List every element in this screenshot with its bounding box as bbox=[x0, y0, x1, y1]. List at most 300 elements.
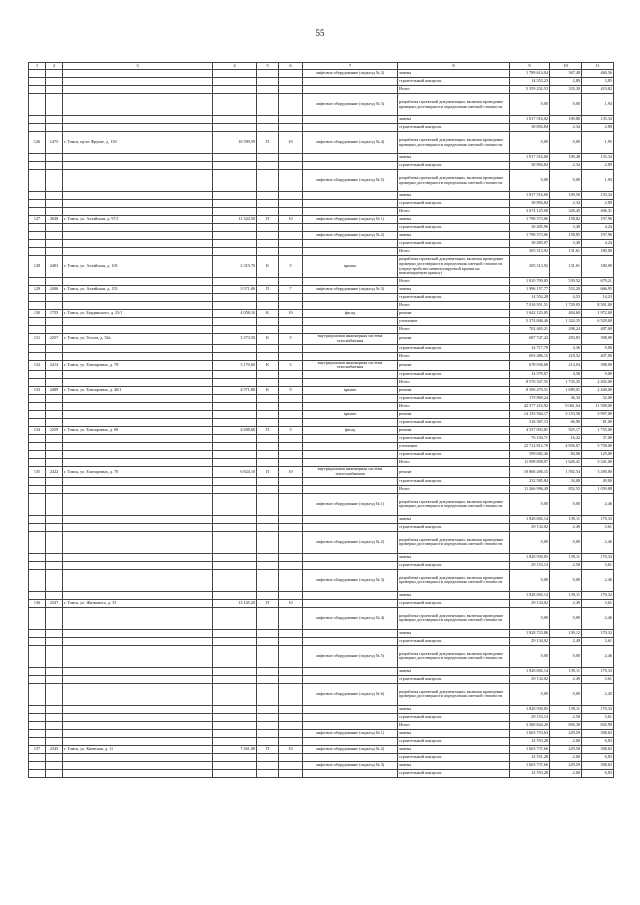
cell-cost: 0,00 bbox=[510, 493, 550, 515]
cell-area bbox=[213, 318, 257, 326]
cell-row-number bbox=[29, 705, 46, 713]
cell-cost: 179 869,24 bbox=[510, 395, 550, 403]
cell-address bbox=[63, 737, 213, 745]
cell-element: внутридомовая инженерная система теплоснабжения bbox=[303, 467, 398, 478]
cell-cost-per-m2: 2,34 bbox=[550, 200, 582, 208]
cell-work-type: ремонт bbox=[398, 360, 510, 371]
table-row bbox=[29, 162, 614, 170]
cell-cost-per-m2: 131,61 bbox=[550, 256, 582, 278]
cell-cost-per-m2: 2,58 bbox=[550, 561, 582, 569]
cell-area bbox=[213, 278, 257, 286]
cell-cost-per-m2: 1 626,41 bbox=[550, 459, 582, 467]
cell-cost-per-m2: 367,48 bbox=[550, 70, 582, 78]
cell-floors: 10 bbox=[279, 310, 303, 318]
cell-work-type: замена bbox=[398, 729, 510, 737]
table-row bbox=[29, 419, 614, 427]
cell-floors bbox=[279, 379, 303, 387]
cell-floors bbox=[279, 705, 303, 713]
cell-limit-cost: 180,00 bbox=[582, 248, 614, 256]
cell-area bbox=[213, 675, 257, 683]
cell-house-id bbox=[46, 371, 63, 379]
cell-address bbox=[63, 435, 213, 443]
cell-address bbox=[63, 645, 213, 667]
cell-address bbox=[63, 443, 213, 451]
cell-limit-cost: 135,34 bbox=[582, 154, 614, 162]
cell-cost: 1 817 516,02 bbox=[510, 116, 550, 124]
cell-row-number bbox=[29, 667, 46, 675]
cell-limit-cost: 9,00 bbox=[582, 344, 614, 352]
cell-floors bbox=[279, 477, 303, 485]
cell-element bbox=[303, 705, 398, 713]
cell-house-id bbox=[46, 302, 63, 310]
cell-cost-per-m2: 2,49 bbox=[550, 523, 582, 531]
cell-type bbox=[257, 523, 279, 531]
cell-house-id bbox=[46, 344, 63, 352]
cell-area bbox=[213, 78, 257, 86]
cell-address bbox=[63, 224, 213, 232]
cell-cost-per-m2: 1 735,35 bbox=[550, 379, 582, 387]
cell-cost: 0,00 bbox=[510, 683, 550, 705]
cell-type bbox=[257, 667, 279, 675]
cell-row-number bbox=[29, 352, 46, 360]
cell-row-number bbox=[29, 86, 46, 94]
cell-element: лифтовое оборудование (подъезд № 2) bbox=[303, 745, 398, 753]
cell-address bbox=[63, 729, 213, 737]
cell-house-id bbox=[46, 607, 63, 629]
cell-house-id: 1755 bbox=[46, 310, 63, 318]
cell-area bbox=[213, 753, 257, 761]
cell-floors bbox=[279, 645, 303, 667]
table-row bbox=[29, 403, 614, 411]
cell-house-id bbox=[46, 224, 63, 232]
cell-floors: 10 bbox=[279, 599, 303, 607]
cell-house-id bbox=[46, 713, 63, 721]
table-row bbox=[29, 683, 614, 705]
cell-cost-per-m2: 0,00 bbox=[550, 94, 582, 116]
cell-house-id bbox=[46, 232, 63, 240]
table-row bbox=[29, 729, 614, 737]
cell-work-type: строительный контроль bbox=[398, 637, 510, 645]
cell-element: крыша bbox=[303, 256, 398, 278]
cell-work-type: строительный контроль bbox=[398, 200, 510, 208]
cell-limit-cost: 8 501,00 bbox=[582, 302, 614, 310]
cell-type bbox=[257, 769, 279, 777]
cell-limit-cost: 3,61 bbox=[582, 561, 614, 569]
cell-address bbox=[63, 637, 213, 645]
cell-cost: 0,00 bbox=[510, 569, 550, 591]
cell-address: г. Томск, ул. Житкового, д. 35 bbox=[63, 599, 213, 607]
cell-address: г. Томск, ул. Гоголя, д. 54а bbox=[63, 334, 213, 345]
cell-house-id bbox=[46, 94, 63, 116]
cell-house-id bbox=[46, 667, 63, 675]
cell-row-number: 135 bbox=[29, 467, 46, 478]
cell-work-type: ремонт bbox=[398, 387, 510, 395]
cell-row-number bbox=[29, 591, 46, 599]
cell-limit-cost: 1,94 bbox=[582, 94, 614, 116]
cell-type bbox=[257, 94, 279, 116]
cell-address: г. Томск, пр-кт Фрунзе, д. 130 bbox=[63, 132, 213, 154]
cell-type bbox=[257, 477, 279, 485]
cell-element bbox=[303, 485, 398, 493]
cell-cost-per-m2: 0,00 bbox=[550, 132, 582, 154]
cell-row-number bbox=[29, 443, 46, 451]
cell-floors bbox=[279, 629, 303, 637]
cell-cost: 7 016 951,51 bbox=[510, 302, 550, 310]
cell-row-number bbox=[29, 451, 46, 459]
cell-work-type: разработка проектной документации, включая проведение проверки достоверности определения сметной стоимости bbox=[398, 645, 510, 667]
cell-work-type: строительный контроль bbox=[398, 344, 510, 352]
cell-row-number bbox=[29, 569, 46, 591]
cell-type: К bbox=[257, 256, 279, 278]
cell-cost: 76 194,71 bbox=[510, 435, 550, 443]
cell-element bbox=[303, 162, 398, 170]
table-row bbox=[29, 352, 614, 360]
cell-element bbox=[303, 435, 398, 443]
cell-limit-cost: 9,00 bbox=[582, 371, 614, 379]
cell-cost: 1 828 930,05 bbox=[510, 705, 550, 713]
cell-work-type: строительный контроль bbox=[398, 371, 510, 379]
cell-cost: 14 579,67 bbox=[510, 371, 550, 379]
cell-work-type: строительный контроль bbox=[398, 769, 510, 777]
cell-limit-cost: 679,21 bbox=[582, 278, 614, 286]
cell-cost: 1 996 157,77 bbox=[510, 286, 550, 294]
cell-house-id bbox=[46, 200, 63, 208]
cell-address bbox=[63, 477, 213, 485]
cell-type bbox=[257, 162, 279, 170]
table-row bbox=[29, 599, 614, 607]
cell-work-type: строительный контроль bbox=[398, 124, 510, 132]
cell-cost-per-m2: 404,68 bbox=[550, 310, 582, 318]
cell-type bbox=[257, 154, 279, 162]
cell-type: К bbox=[257, 387, 279, 395]
cell-element bbox=[303, 753, 398, 761]
cell-limit-cost: 3,61 bbox=[582, 713, 614, 721]
cell-limit-cost: 407,00 bbox=[582, 326, 614, 334]
cell-area bbox=[213, 94, 257, 116]
cell-floors bbox=[279, 116, 303, 124]
cell-address bbox=[63, 459, 213, 467]
cell-cost: 38 894,84 bbox=[510, 200, 550, 208]
cell-limit-cost: 170,33 bbox=[582, 515, 614, 523]
cell-type: П bbox=[257, 216, 279, 224]
cell-work-type: строительный контроль bbox=[398, 395, 510, 403]
cell-address bbox=[63, 154, 213, 162]
cell-address bbox=[63, 705, 213, 713]
cell-cost-per-m2: 139,12 bbox=[550, 629, 582, 637]
table-row bbox=[29, 248, 614, 256]
cell-area bbox=[213, 561, 257, 569]
cell-floors: 10 bbox=[279, 216, 303, 224]
cell-cost: 1 828 692,14 bbox=[510, 515, 550, 523]
cell-floors bbox=[279, 523, 303, 531]
cell-limit-cost: 845,90 bbox=[582, 721, 614, 729]
cell-work-type: Итого bbox=[398, 721, 510, 729]
cell-type bbox=[257, 607, 279, 629]
cell-floors bbox=[279, 352, 303, 360]
cell-limit-cost: 1,94 bbox=[582, 170, 614, 192]
cell-area bbox=[213, 459, 257, 467]
cell-work-type: разработка проектной документации, включая проведение проверки достоверности определения сметной стоимости bbox=[398, 531, 510, 553]
cell-floors bbox=[279, 713, 303, 721]
cell-element bbox=[303, 599, 398, 607]
cell-area bbox=[213, 721, 257, 729]
cell-type bbox=[257, 705, 279, 713]
cell-house-id: 2406 bbox=[46, 286, 63, 294]
cell-limit-cost: 170,33 bbox=[582, 667, 614, 675]
cell-cost: 8 396 470,51 bbox=[510, 387, 550, 395]
header-cell-cost: 9 bbox=[510, 63, 550, 70]
cell-type bbox=[257, 86, 279, 94]
cell-work-type: разработка проектной документации, включая проведение проверки достоверности определения сметной стоимости bbox=[398, 170, 510, 192]
cell-type: К bbox=[257, 334, 279, 345]
cell-address bbox=[63, 170, 213, 192]
cell-limit-cost: 3,61 bbox=[582, 523, 614, 531]
cell-type bbox=[257, 435, 279, 443]
cell-house-id: 2345 bbox=[46, 745, 63, 753]
cell-area bbox=[213, 379, 257, 387]
cell-area bbox=[213, 553, 257, 561]
cell-element bbox=[303, 154, 398, 162]
table-row bbox=[29, 318, 614, 326]
cell-address bbox=[63, 761, 213, 769]
cell-cost-per-m2: 2,34 bbox=[550, 162, 582, 170]
cell-area bbox=[213, 326, 257, 334]
cell-row-number bbox=[29, 769, 46, 777]
cell-area bbox=[213, 737, 257, 745]
cell-address bbox=[63, 531, 213, 553]
cell-row-number bbox=[29, 154, 46, 162]
cell-area bbox=[213, 371, 257, 379]
cell-cost: 1 665 753,63 bbox=[510, 729, 550, 737]
cell-area bbox=[213, 170, 257, 192]
cell-work-type: Итого bbox=[398, 278, 510, 286]
cell-limit-cost: 2,45 bbox=[582, 683, 614, 705]
cell-floors bbox=[279, 294, 303, 302]
cell-floors: 5 bbox=[279, 256, 303, 278]
cell-work-type: ремонт bbox=[398, 310, 510, 318]
cell-address bbox=[63, 403, 213, 411]
cell-cost-per-m2: 218,52 bbox=[550, 352, 582, 360]
cell-type bbox=[257, 531, 279, 553]
cell-area bbox=[213, 729, 257, 737]
table-row bbox=[29, 216, 614, 224]
table-row bbox=[29, 493, 614, 515]
cell-row-number bbox=[29, 553, 46, 561]
cell-cost: 1 665 737,66 bbox=[510, 761, 550, 769]
cell-element bbox=[303, 86, 398, 94]
cell-floors bbox=[279, 278, 303, 286]
cell-limit-cost: 6,83 bbox=[582, 753, 614, 761]
cell-address bbox=[63, 248, 213, 256]
cell-address bbox=[63, 419, 213, 427]
cell-area: 7 261,00 bbox=[213, 745, 257, 753]
cell-limit-cost: 197,96 bbox=[582, 232, 614, 240]
cell-element bbox=[303, 451, 398, 459]
cell-row-number bbox=[29, 753, 46, 761]
table-row bbox=[29, 451, 614, 459]
cell-house-id bbox=[46, 162, 63, 170]
cell-floors bbox=[279, 607, 303, 629]
cell-house-id bbox=[46, 645, 63, 667]
cell-area bbox=[213, 435, 257, 443]
cell-row-number bbox=[29, 70, 46, 78]
cell-element: лифтовое оборудование (подъезд № 2) bbox=[303, 70, 398, 78]
cell-type bbox=[257, 761, 279, 769]
table-row bbox=[29, 761, 614, 769]
cell-address: г. Томск, ул. Киевская, д. 11 bbox=[63, 745, 213, 753]
cell-row-number bbox=[29, 729, 46, 737]
cell-row-number bbox=[29, 326, 46, 334]
cell-house-id bbox=[46, 248, 63, 256]
cell-element bbox=[303, 419, 398, 427]
cell-cost: 3 360 844,20 bbox=[510, 721, 550, 729]
cell-element bbox=[303, 248, 398, 256]
cell-cost: 1 828 692,14 bbox=[510, 591, 550, 599]
cell-limit-cost: 398,00 bbox=[582, 334, 614, 345]
capital-repair-table bbox=[28, 62, 613, 778]
cell-element: лифтовое оборудование (подъезд № 1) bbox=[303, 216, 398, 224]
cell-cost: 42 577 216,92 bbox=[510, 403, 550, 411]
cell-work-type: замена bbox=[398, 667, 510, 675]
cell-address bbox=[63, 411, 213, 419]
cell-row-number bbox=[29, 523, 46, 531]
cell-type bbox=[257, 561, 279, 569]
cell-limit-cost: 6,83 bbox=[582, 737, 614, 745]
cell-type bbox=[257, 675, 279, 683]
cell-house-id bbox=[46, 729, 63, 737]
table-row bbox=[29, 713, 614, 721]
cell-limit-cost: 49,00 bbox=[582, 477, 614, 485]
cell-cost: 14 717,79 bbox=[510, 344, 550, 352]
cell-area: 3 373,50 bbox=[213, 334, 257, 345]
cell-type bbox=[257, 318, 279, 326]
cell-element bbox=[303, 637, 398, 645]
cell-address bbox=[63, 326, 213, 334]
table-row bbox=[29, 334, 614, 345]
cell-cost-per-m2: 203,83 bbox=[550, 334, 582, 345]
cell-area: 4 971,80 bbox=[213, 387, 257, 395]
cell-type bbox=[257, 753, 279, 761]
cell-cost: 5 374 846,46 bbox=[510, 318, 550, 326]
table-row bbox=[29, 561, 614, 569]
cell-cost-per-m2: 139,11 bbox=[550, 705, 582, 713]
cell-area bbox=[213, 443, 257, 451]
cell-area bbox=[213, 667, 257, 675]
table-row bbox=[29, 553, 614, 561]
cell-house-id bbox=[46, 170, 63, 192]
cell-floors bbox=[279, 569, 303, 591]
cell-cost-per-m2: 4,53 bbox=[550, 294, 582, 302]
cell-floors: 5 bbox=[279, 427, 303, 435]
cell-limit-cost: 3,61 bbox=[582, 675, 614, 683]
cell-address bbox=[63, 753, 213, 761]
cell-floors bbox=[279, 326, 303, 334]
cell-row-number: 133 bbox=[29, 387, 46, 395]
cell-house-id bbox=[46, 70, 63, 78]
cell-area bbox=[213, 477, 257, 485]
cell-cost: 1 828 723,86 bbox=[510, 629, 550, 637]
cell-type bbox=[257, 192, 279, 200]
cell-area: 6 824,10 bbox=[213, 467, 257, 478]
cell-area: 16 599,59 bbox=[213, 132, 257, 154]
cell-area bbox=[213, 403, 257, 411]
cell-work-type: строительный контроль bbox=[398, 477, 510, 485]
cell-floors bbox=[279, 302, 303, 310]
cell-type: П bbox=[257, 599, 279, 607]
cell-area bbox=[213, 769, 257, 777]
cell-address bbox=[63, 683, 213, 705]
table-row bbox=[29, 515, 614, 523]
cell-floors bbox=[279, 753, 303, 761]
cell-address bbox=[63, 232, 213, 240]
table-row bbox=[29, 344, 614, 352]
cell-cost: 38 894,84 bbox=[510, 162, 550, 170]
cell-limit-cost: 3 290,00 bbox=[582, 467, 614, 478]
cell-cost: 1 798 573,06 bbox=[510, 232, 550, 240]
cell-type bbox=[257, 459, 279, 467]
cell-area bbox=[213, 124, 257, 132]
cell-floors bbox=[279, 232, 303, 240]
cell-floors bbox=[279, 395, 303, 403]
cell-area: 3 571,00 bbox=[213, 286, 257, 294]
cell-limit-cost: 666,95 bbox=[582, 286, 614, 294]
cell-floors: 9 bbox=[279, 387, 303, 395]
cell-row-number: 130 bbox=[29, 310, 46, 318]
cell-house-id bbox=[46, 403, 63, 411]
cell-address bbox=[63, 192, 213, 200]
cell-address bbox=[63, 561, 213, 569]
cell-row-number bbox=[29, 240, 46, 248]
cell-limit-cost: 6,83 bbox=[582, 769, 614, 777]
cell-element: лифтовое оборудование (подъезд № 1) bbox=[303, 729, 398, 737]
cell-house-id bbox=[46, 86, 63, 94]
cell-address bbox=[63, 318, 213, 326]
table-row bbox=[29, 443, 614, 451]
cell-work-type: строительный контроль bbox=[398, 419, 510, 427]
cell-work-type: замена bbox=[398, 515, 510, 523]
cell-address bbox=[63, 713, 213, 721]
cell-address bbox=[63, 278, 213, 286]
cell-house-id bbox=[46, 451, 63, 459]
cell-limit-cost: 135,34 bbox=[582, 192, 614, 200]
cell-type bbox=[257, 683, 279, 705]
cell-row-number bbox=[29, 637, 46, 645]
cell-address bbox=[63, 493, 213, 515]
table-row bbox=[29, 753, 614, 761]
cell-limit-cost: 1 972,00 bbox=[582, 310, 614, 318]
cell-row-number bbox=[29, 302, 46, 310]
cell-limit-cost: 5 758,00 bbox=[582, 443, 614, 451]
cell-floors bbox=[279, 553, 303, 561]
cell-area bbox=[213, 629, 257, 637]
cell-element bbox=[303, 208, 398, 216]
cell-row-number bbox=[29, 224, 46, 232]
cell-row-number: 137 bbox=[29, 745, 46, 753]
cell-area bbox=[213, 607, 257, 629]
cell-address bbox=[63, 124, 213, 132]
cell-row-number bbox=[29, 318, 46, 326]
cell-cost-per-m2: 0,00 bbox=[550, 170, 582, 192]
cell-cost: 4 537 093,81 bbox=[510, 427, 550, 435]
cell-area: 11 324,50 bbox=[213, 216, 257, 224]
cell-cost-per-m2: 3,40 bbox=[550, 224, 582, 232]
cell-cost-per-m2: 2,49 bbox=[550, 637, 582, 645]
cell-house-id bbox=[46, 395, 63, 403]
cell-cost: 678 936,68 bbox=[510, 360, 550, 371]
cell-element bbox=[303, 371, 398, 379]
header-cell-element: 7 bbox=[303, 63, 398, 70]
table-row bbox=[29, 240, 614, 248]
